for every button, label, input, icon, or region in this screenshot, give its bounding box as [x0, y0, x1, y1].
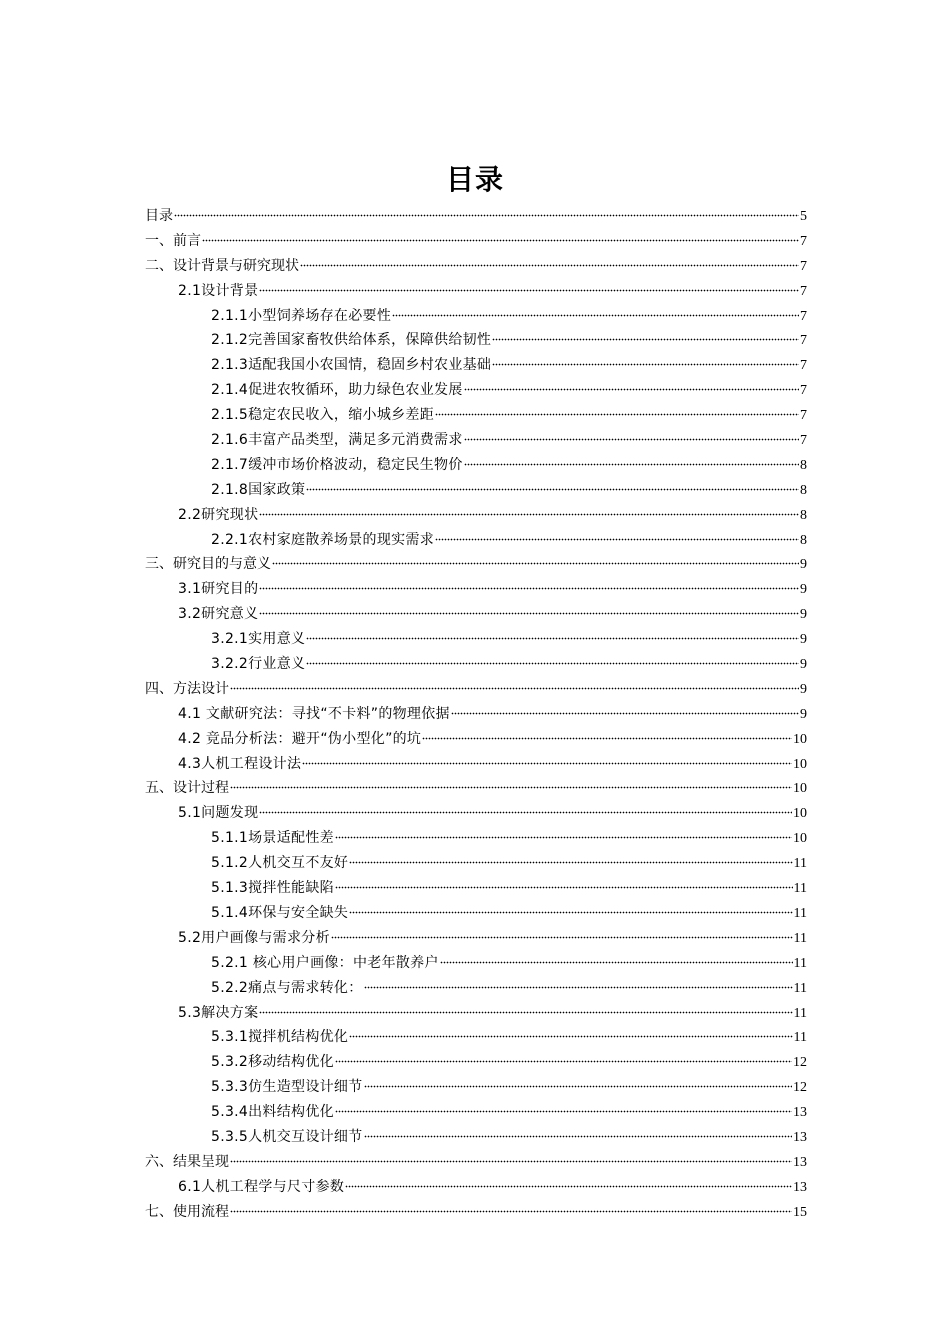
toc-entry-title: 4.1 文献研究法：寻找“不卡料”的物理依据 [178, 705, 450, 722]
toc-dot-leader [230, 678, 799, 690]
toc-dot-leader [464, 379, 799, 391]
toc-page-number: 10 [793, 806, 807, 822]
toc-dot-leader [345, 1176, 792, 1188]
toc-entry-title: 2.1.6丰富产品类型，满足多元消费需求 [211, 432, 463, 449]
toc-page-number: 8 [800, 457, 807, 473]
toc-entry[interactable] [145, 801, 807, 826]
toc-entry[interactable] [145, 577, 807, 602]
toc-entry-title: 2.1设计背景 [178, 282, 259, 299]
toc-entry-title: 2.2研究现状 [178, 506, 259, 523]
toc-entry-title: 目录 [145, 208, 173, 224]
toc-entry[interactable] [145, 503, 807, 528]
toc-entry[interactable] [145, 702, 807, 727]
toc-entry[interactable] [145, 851, 807, 876]
toc-entry-title: 4.2 竞品分析法：避开“伪小型化”的坑 [178, 730, 422, 747]
toc-dot-leader [392, 305, 799, 317]
toc-entry-title: 3.2.1实用意义 [211, 631, 306, 648]
toc-entry-title: 5.2.1 核心用户画像：中老年散养户 [211, 954, 439, 971]
toc-entry[interactable] [145, 1150, 807, 1175]
toc-page-number: 11 [793, 1005, 807, 1021]
toc-dot-leader [464, 429, 799, 441]
toc-entry[interactable] [145, 976, 807, 1001]
toc-dot-leader [259, 280, 799, 292]
toc-page-number: 13 [793, 1105, 807, 1121]
toc-entry-title: 5.3解决方案 [178, 1004, 259, 1021]
toc-dot-leader [230, 777, 792, 789]
toc-page-number: 8 [800, 507, 807, 523]
toc-page-number: 8 [800, 482, 807, 498]
toc-entry-title: 5.1.4环保与安全缺失 [211, 904, 349, 921]
toc-entry[interactable] [145, 1075, 807, 1100]
toc-entry-title: 3.2.2行业意义 [211, 656, 306, 673]
toc-entry[interactable] [145, 254, 807, 279]
toc-entry-title: 五、设计过程 [145, 780, 229, 797]
toc-page-number: 8 [800, 532, 807, 548]
toc-entry-title: 5.3.5人机交互设计细节 [211, 1128, 363, 1145]
toc-page-number: 7 [800, 258, 807, 274]
toc-page-number: 10 [793, 831, 807, 847]
toc-entry[interactable] [145, 552, 807, 577]
toc-entry-title: 一、前言 [145, 232, 201, 249]
toc-dot-leader [306, 653, 799, 665]
toc-dot-leader [451, 703, 799, 715]
toc-page-number: 10 [793, 756, 807, 772]
toc-page-number: 13 [793, 1154, 807, 1170]
toc-page-number: 11 [793, 1030, 807, 1046]
toc-dot-leader [335, 877, 793, 889]
toc-entry-title: 2.1.3适配我国小农国情，稳固乡村农业基础 [211, 357, 492, 374]
toc-page-number: 7 [800, 358, 807, 374]
toc-entry-title: 5.3.4出料结构优化 [211, 1104, 334, 1121]
table-of-contents [145, 204, 807, 1225]
toc-dot-leader [272, 553, 799, 565]
toc-entry-title: 2.1.1小型饲养场存在必要性 [211, 307, 392, 324]
toc-entry[interactable] [145, 378, 807, 403]
toc-page-number: 11 [793, 905, 807, 921]
toc-entry-title: 3.1研究目的 [178, 581, 259, 598]
toc-dot-leader [364, 1126, 792, 1138]
toc-entry[interactable] [145, 602, 807, 627]
toc-entry[interactable] [145, 652, 807, 677]
toc-entry[interactable] [145, 776, 807, 801]
toc-entry[interactable] [145, 627, 807, 652]
toc-entry-title: 七、使用流程 [145, 1203, 229, 1220]
toc-dot-leader [492, 329, 799, 341]
toc-entry[interactable] [145, 328, 807, 353]
toc-entry-title: 5.2用户画像与需求分析 [178, 929, 330, 946]
toc-page-number: 9 [800, 582, 807, 598]
toc-dot-leader [174, 205, 799, 217]
toc-dot-leader [300, 255, 799, 267]
toc-page-number: 12 [793, 1080, 807, 1096]
toc-entry[interactable] [145, 926, 807, 951]
toc-entry[interactable] [145, 279, 807, 304]
toc-dot-leader [440, 952, 793, 964]
toc-page-number: 15 [793, 1204, 807, 1220]
toc-entry-title: 4.3人机工程设计法 [178, 755, 302, 772]
toc-entry-title: 2.1.4促进农牧循环，助力绿色农业发展 [211, 382, 463, 399]
toc-entry[interactable] [145, 826, 807, 851]
toc-dot-leader [230, 1201, 792, 1213]
toc-dot-leader [335, 827, 792, 839]
toc-page-number: 13 [793, 1129, 807, 1145]
toc-page-number: 9 [800, 657, 807, 673]
toc-entry-title: 5.1.1场景适配性差 [211, 830, 334, 847]
toc-entry-title: 六、结果呈现 [145, 1153, 229, 1170]
toc-entry[interactable] [145, 304, 807, 329]
toc-dot-leader [335, 1051, 792, 1063]
toc-page-number: 7 [800, 408, 807, 424]
toc-dot-leader [306, 479, 799, 491]
toc-dot-leader [306, 628, 799, 640]
toc-entry[interactable] [145, 752, 807, 777]
toc-page-number: 12 [793, 1055, 807, 1071]
toc-entry-title: 二、设计背景与研究现状 [145, 257, 299, 274]
toc-entry-title: 2.1.5稳定农民收入，缩小城乡差距 [211, 407, 435, 424]
toc-page-number: 5 [800, 209, 807, 224]
toc-page-number: 7 [800, 233, 807, 249]
page-title: 目录 [445, 163, 504, 196]
toc-page-number: 9 [800, 607, 807, 623]
toc-page-number: 9 [800, 706, 807, 722]
toc-dot-leader [364, 1076, 792, 1088]
toc-dot-leader [259, 578, 799, 590]
toc-entry-title: 5.3.3仿生造型设计细节 [211, 1079, 363, 1096]
toc-page-number: 7 [800, 383, 807, 399]
toc-page-number: 9 [800, 681, 807, 697]
toc-dot-leader [422, 728, 792, 740]
toc-entry[interactable] [145, 478, 807, 503]
toc-entry[interactable] [145, 1125, 807, 1150]
toc-entry-title: 5.3.1搅拌机结构优化 [211, 1029, 349, 1046]
toc-entry[interactable] [145, 1050, 807, 1075]
toc-entry-title: 5.1问题发现 [178, 805, 259, 822]
toc-entry-title: 四、方法设计 [145, 680, 229, 697]
toc-dot-leader [349, 852, 792, 864]
toc-page-number: 7 [800, 308, 807, 324]
toc-entry[interactable] [145, 428, 807, 453]
toc-entry-title: 5.2.2痛点与需求转化： [211, 979, 363, 996]
toc-entry[interactable] [145, 901, 807, 926]
toc-entry[interactable] [145, 1200, 807, 1225]
toc-entry-title: 2.2.1农村家庭散养场景的现实需求 [211, 531, 435, 548]
toc-page-number: 7 [800, 433, 807, 449]
toc-entry-title: 5.1.3搅拌性能缺陷 [211, 880, 334, 897]
toc-dot-leader [202, 230, 799, 242]
toc-entry[interactable] [145, 1175, 807, 1200]
toc-dot-leader [349, 902, 792, 914]
toc-entry[interactable] [145, 1001, 807, 1026]
toc-entry[interactable] [145, 1025, 807, 1050]
toc-page-number: 11 [793, 881, 807, 897]
toc-dot-leader [464, 454, 799, 466]
toc-dot-leader [230, 1151, 792, 1163]
toc-dot-leader [259, 802, 792, 814]
toc-entry-title: 2.1.2完善国家畜牧供给体系，保障供给韧性 [211, 332, 492, 349]
toc-page-number: 11 [793, 856, 807, 872]
toc-entry-title: 3.2研究意义 [178, 606, 259, 623]
toc-entry[interactable] [145, 353, 807, 378]
toc-dot-leader [492, 354, 799, 366]
toc-entry-title: 5.3.2移动结构优化 [211, 1054, 334, 1071]
toc-dot-leader [435, 404, 799, 416]
toc-dot-leader [435, 529, 799, 541]
toc-page-number: 10 [793, 781, 807, 797]
toc-dot-leader [331, 927, 793, 939]
toc-entry[interactable] [145, 727, 807, 752]
toc-entry-title: 6.1人机工程学与尺寸参数 [178, 1178, 345, 1195]
toc-entry-title: 2.1.8国家政策 [211, 481, 306, 498]
toc-page-number: 10 [793, 731, 807, 747]
toc-page-number: 13 [793, 1179, 807, 1195]
toc-page-number: 7 [800, 333, 807, 349]
toc-dot-leader [349, 1026, 792, 1038]
toc-dot-leader [335, 1101, 792, 1113]
toc-entry[interactable] [145, 876, 807, 901]
toc-entry-title: 2.1.7缓冲市场价格波动，稳定民生物价 [211, 456, 463, 473]
toc-entry[interactable] [145, 229, 807, 254]
toc-entry[interactable] [145, 204, 807, 229]
toc-page-number: 9 [800, 632, 807, 648]
toc-dot-leader [259, 1002, 792, 1014]
toc-entry-title: 三、研究目的与意义 [145, 556, 271, 573]
toc-entry[interactable] [145, 403, 807, 428]
toc-dot-leader [259, 603, 799, 615]
toc-entry[interactable] [145, 1100, 807, 1125]
toc-dot-leader [364, 977, 793, 989]
toc-entry[interactable] [145, 677, 807, 702]
toc-dot-leader [259, 504, 799, 516]
toc-page-number: 11 [793, 980, 807, 996]
toc-entry[interactable] [145, 528, 807, 553]
toc-page-number: 11 [793, 930, 807, 946]
toc-entry[interactable] [145, 453, 807, 478]
toc-dot-leader [302, 753, 792, 765]
toc-entry-title: 5.1.2人机交互不友好 [211, 855, 349, 872]
toc-page-number: 7 [800, 283, 807, 299]
toc-page-number: 9 [800, 557, 807, 573]
toc-page-number: 11 [793, 955, 807, 971]
toc-entry[interactable] [145, 951, 807, 976]
